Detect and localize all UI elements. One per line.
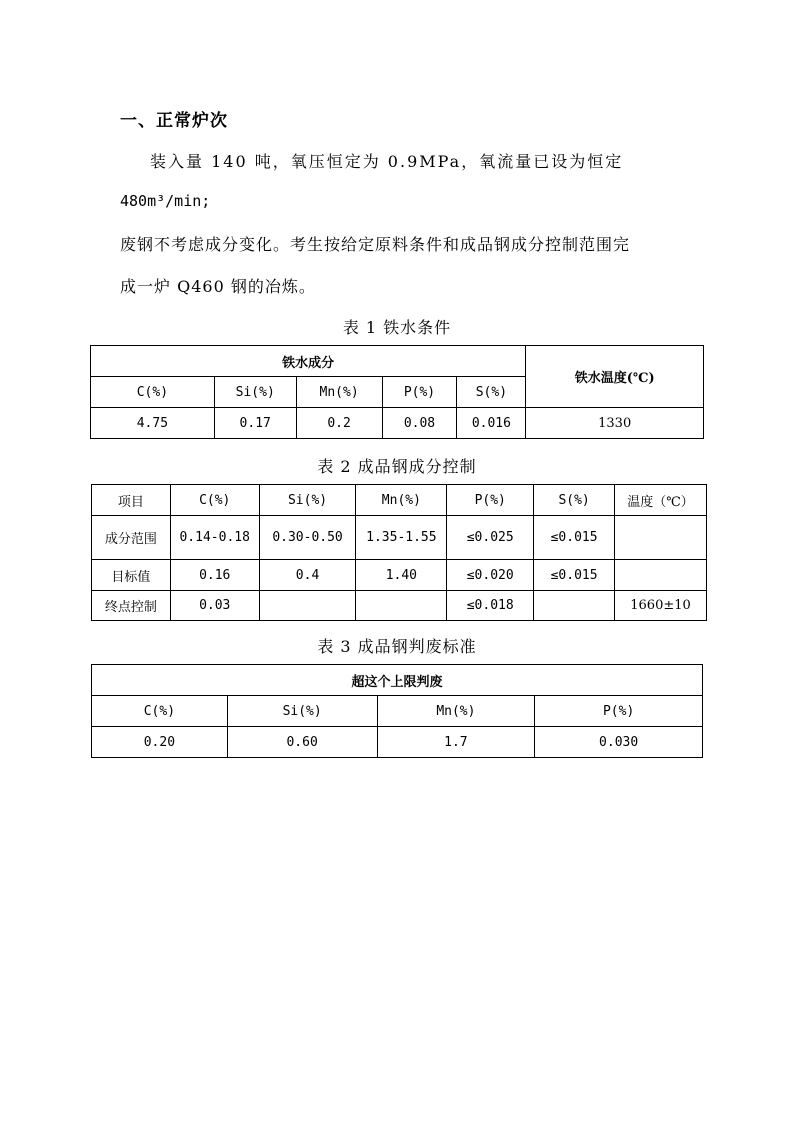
table1-value-si: 0.17: [214, 408, 296, 439]
table-row: [92, 560, 707, 591]
table1-group-header: 铁水成分: [91, 346, 526, 377]
paragraph-line-3: 废钢不考虑成分变化。考生按给定原料条件和成品钢成分控制范围完: [120, 235, 631, 254]
table1-col-c: C(%): [91, 377, 215, 408]
table3-value-si: 0.60: [227, 727, 377, 758]
table3-col-p: P(%): [535, 696, 703, 727]
table2-r3-s: [534, 591, 615, 621]
table1-col-si: Si(%): [214, 377, 296, 408]
table2-r1-temp: [615, 516, 707, 560]
table1-value-temp: 1330: [526, 408, 704, 439]
table-row: [91, 408, 704, 439]
table2-r1-s: ≤0.015: [534, 516, 615, 560]
table2-r2-si: 0.4: [259, 560, 356, 591]
table2-col-item: 项目: [92, 485, 171, 516]
table1-temp-header: 铁水温度(℃): [526, 346, 704, 408]
table2-r1-item: 成分范围: [92, 516, 171, 560]
table2-r2-p: ≤0.020: [447, 560, 534, 591]
paragraph-line-2: 480m³/min;: [120, 192, 211, 210]
table3-group-header: 超这个上限判废: [92, 665, 703, 696]
paragraph-line-1: 装入量 140 吨，氧压恒定为 0.9MPa，氧流量已设为恒定: [150, 152, 624, 171]
table2-col-s: S(%): [534, 485, 615, 516]
table2-r2-c: 0.16: [170, 560, 259, 591]
table1-value-mn: 0.2: [296, 408, 382, 439]
table1-col-p: P(%): [382, 377, 457, 408]
table3-value-mn: 1.7: [377, 727, 535, 758]
table-row: [92, 591, 707, 621]
table2-r1-si: 0.30-0.50: [259, 516, 356, 560]
table3-caption: 表 3 成品钢判废标准: [317, 637, 477, 656]
table2-col-si: Si(%): [259, 485, 356, 516]
table2-r2-mn: 1.40: [356, 560, 447, 591]
product-steel-control-table: [91, 484, 707, 621]
table-row: [92, 727, 703, 758]
table2-r2-temp: [615, 560, 707, 591]
table3-col-si: Si(%): [227, 696, 377, 727]
table1-value-c: 4.75: [91, 408, 215, 439]
table2-r1-p: ≤0.025: [447, 516, 534, 560]
table1-col-s: S(%): [457, 377, 526, 408]
scrap-criteria-table: [91, 664, 703, 758]
table3-col-c: C(%): [92, 696, 228, 727]
table-row: [92, 516, 707, 560]
table2-r3-si: [259, 591, 356, 621]
table2-caption: 表 2 成品钢成分控制: [317, 457, 477, 476]
table2-r1-c: 0.14-0.18: [170, 516, 259, 560]
table2-col-p: P(%): [447, 485, 534, 516]
table1-col-mn: Mn(%): [296, 377, 382, 408]
table2-r3-temp: 1660±10: [615, 591, 707, 621]
table2-r3-p: ≤0.018: [447, 591, 534, 621]
table2-r2-s: ≤0.015: [534, 560, 615, 591]
table1-caption: 表 1 铁水条件: [342, 318, 452, 337]
table2-col-temp: 温度（℃）: [615, 485, 707, 516]
table2-col-mn: Mn(%): [356, 485, 447, 516]
section-heading: 一、正常炉次: [120, 111, 228, 131]
table3-value-c: 0.20: [92, 727, 228, 758]
table2-r3-mn: [356, 591, 447, 621]
table2-r2-item: 目标值: [92, 560, 171, 591]
table2-col-c: C(%): [170, 485, 259, 516]
table2-r1-mn: 1.35-1.55: [356, 516, 447, 560]
table1-value-s: 0.016: [457, 408, 526, 439]
table3-col-mn: Mn(%): [377, 696, 535, 727]
paragraph-line-4: 成一炉 Q460 钢的冶炼。: [120, 277, 316, 296]
table1-value-p: 0.08: [382, 408, 457, 439]
table3-value-p: 0.030: [535, 727, 703, 758]
hot-metal-table: [90, 345, 704, 439]
table2-r3-c: 0.03: [170, 591, 259, 621]
table2-r3-item: 终点控制: [92, 591, 171, 621]
